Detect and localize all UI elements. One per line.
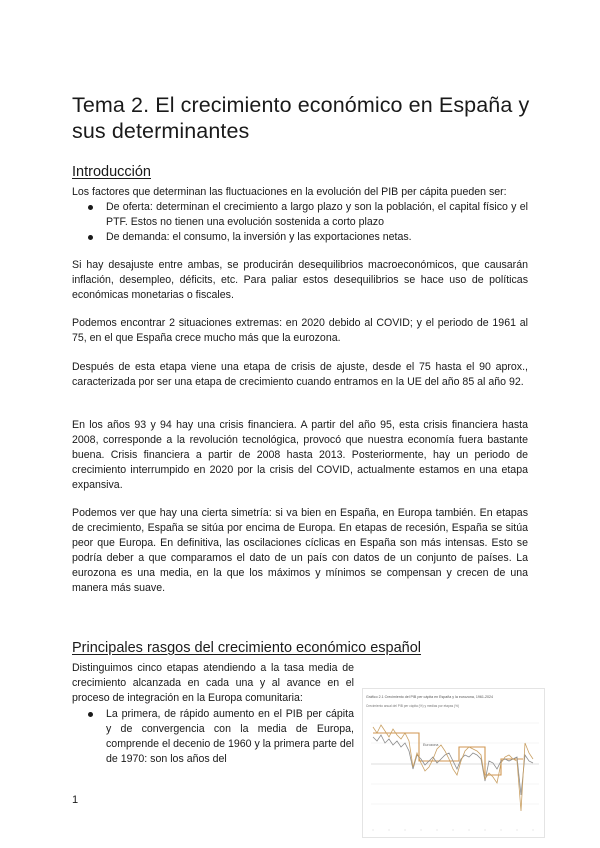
list-item: De oferta: determinan el crecimiento a largo plazo y son la población, el capital físico y el PTF. Estos no tienen una evolución sostenida a corto plazo bbox=[72, 200, 528, 230]
bullet-dot-icon bbox=[88, 205, 93, 210]
chart-gridlines bbox=[371, 723, 539, 804]
eurozone-series-label: Eurozona bbox=[423, 743, 439, 747]
bullet-dot-icon bbox=[88, 235, 93, 240]
list-item: De demanda: el consumo, la inversión y las exportaciones netas. bbox=[72, 230, 528, 245]
bullet-dot-icon bbox=[88, 712, 93, 717]
intro-lead-paragraph: Los factores que determinan las fluctuaciones en la evolución del PIB per cápita pueden ser: bbox=[72, 186, 507, 198]
section-heading-rasgos: Principales rasgos del crecimiento económico español bbox=[72, 640, 421, 656]
x-axis-tick-marks bbox=[373, 829, 533, 831]
paragraph: Si hay desajuste entre ambas, se producirán desequilibrios macroeconómicos, que causarán inflación, desempleo, déficits, etc. Para paliar estos desequilibrios se hace uso de políticas económicas monetarias o fiscales. bbox=[72, 259, 528, 302]
spain-series-line bbox=[373, 725, 533, 811]
paragraph: Después de esta etapa viene una etapa de crisis de ajuste, desde el 75 hasta el 90 aprox., caracterizada por ser una etapa de crecimiento cuando entramos en la UE del año 85 al año 92. bbox=[72, 361, 528, 389]
figure-caption-title: Gráfico 2.1 Crecimiento del PIB per cápita en España y la eurozona, 1961-2024 bbox=[366, 695, 494, 699]
paragraph: En los años 93 y 94 hay una crisis financiera. A partir del año 95, esta crisis financiera hasta 2008, corresponde a la revolución tecnológica, provocó que nuestra economía fuera bastante buena. Crisis financiera a partir de 2008 hasta 2013. Posteriormente, hay un periodo de crecimiento interrumpido en 2020 por la crisis del COVID, actualmente estamos en una etapa expansiva. bbox=[72, 419, 528, 492]
period-average-line bbox=[373, 733, 523, 775]
paragraph: Podemos encontrar 2 situaciones extremas: en 2020 debido al COVID; y el periodo de 1961 al 75, en el que España crece mucho más que la eurozona. bbox=[72, 317, 528, 345]
paragraph: Podemos ver que hay una cierta simetría: si va bien en España, en Europa también. En etapas de crecimiento, España se sitúa por encima de Europa. En etapas de recesión, España se sitúa peor que Europa. En definitiva, las oscilaciones cíclicas en España son más intensas. Esto se podría deber a que comparamos el dato de un país con datos de un conjunto de países. La eurozona es una media, en la que los máximos y mínimos se compensan y crecen de una manera más suave. bbox=[72, 507, 528, 595]
intro-bullet-list bbox=[72, 200, 528, 245]
gdp-growth-chart bbox=[363, 689, 544, 837]
figure-caption-subtitle: Crecimiento anual del PIB per cápita (%) y medias por etapas (%) bbox=[366, 704, 460, 708]
section2-lead-paragraph: Distinguimos cinco etapas atendiendo a la tasa media de crecimiento alcanzada en cada una y al avance en el proceso de integración en la Europa comunitaria: bbox=[72, 662, 354, 705]
list-item: La primera, de rápido aumento en el PIB per cápita y de convergencia con la media de Europa, comprende el decenio de 1960 y la primera parte del de 1970: son los años del bbox=[72, 707, 354, 767]
gdp-growth-figure bbox=[362, 688, 545, 838]
page-number: 1 bbox=[72, 794, 79, 806]
page-title: Tema 2. El crecimiento económico en España y sus determinantes bbox=[72, 93, 530, 143]
section2-bullet-list bbox=[72, 707, 354, 767]
eurozone-series-line bbox=[373, 735, 533, 795]
section-heading-introduccion: Introducción bbox=[72, 164, 151, 180]
